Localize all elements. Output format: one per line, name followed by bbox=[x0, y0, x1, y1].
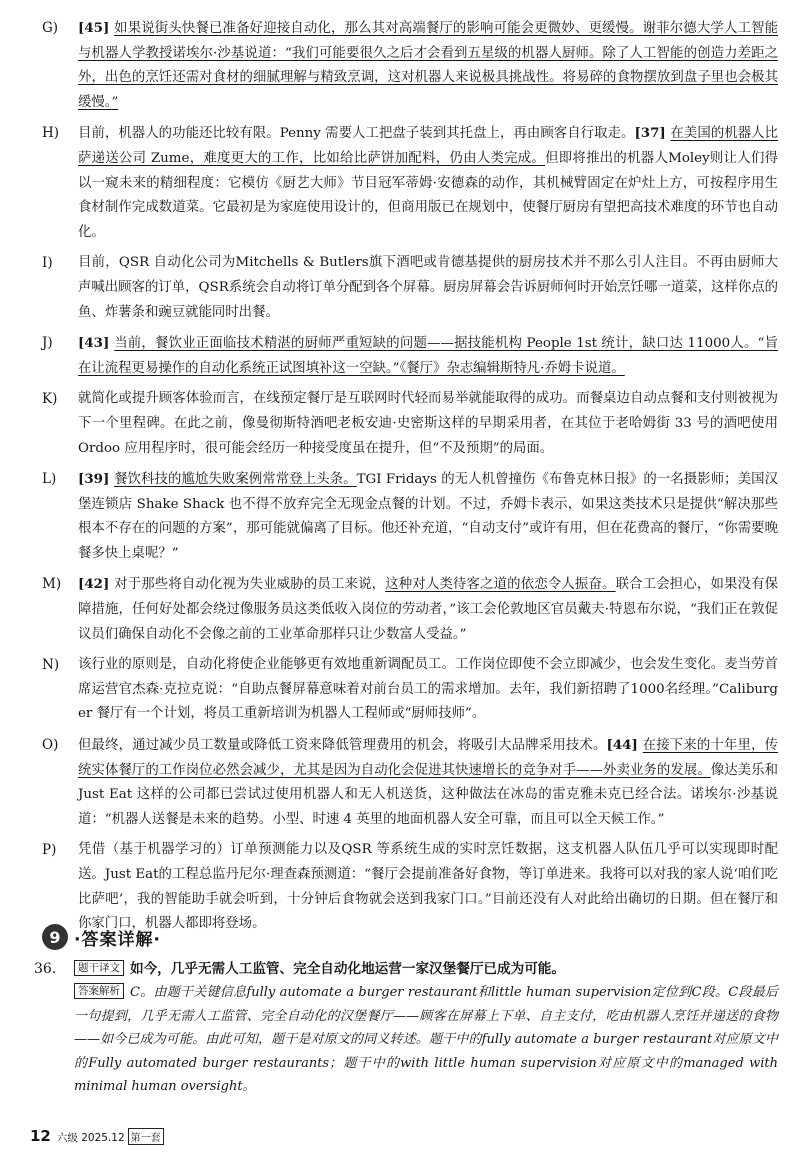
question-ref-marker: [45] bbox=[78, 20, 115, 36]
article-paragraphs bbox=[42, 16, 778, 943]
paragraph-segment: 但即将推出的机器人Moley则让人们得以一窥未来的精细程度：它模仿《厨艺大师》节目冠军蒂姆·安德森的动作，其机械臂固定在炉灶上方，可按程序用生食材制作完成数道菜。它最初是为家庭使用设计的，但商用版已在规划中，使餐厅厨房有望把高技术难度的环节也自动化。 bbox=[78, 150, 778, 240]
section-badge: 9 bbox=[42, 924, 68, 950]
paragraph-segment: 谢菲尔德大学人工智能与机器人学教授诺埃尔·沙基说道：“我们可能要很久之后才会看到五星级的机器人厨师。除了人工智能的创造力差距之外，出色的烹饪还需对食材的细腻理解与精致烹调，这对机器人来说极具挑战性。将易碎的食物摆放到盘子里也会极其缓慢。” bbox=[78, 21, 779, 110]
analysis-tag: 答案解析 bbox=[74, 983, 124, 999]
question-36-title-line bbox=[34, 957, 778, 981]
paragraph-label: N) bbox=[42, 657, 60, 674]
paragraph bbox=[42, 251, 778, 325]
paragraph-text bbox=[78, 733, 778, 832]
paragraph-text bbox=[78, 838, 778, 936]
paragraph bbox=[42, 387, 778, 461]
paragraph bbox=[42, 121, 778, 245]
paragraph-text bbox=[78, 251, 778, 325]
paragraph-label: P) bbox=[42, 842, 57, 859]
answers-section-header bbox=[42, 924, 161, 950]
footer-set-label: 第一套 bbox=[128, 1128, 164, 1145]
question-36 bbox=[34, 957, 778, 1099]
paragraph-label: K) bbox=[42, 391, 58, 408]
question-ref-marker: [37] bbox=[634, 125, 671, 142]
paragraph-segment: 联合工会担心，如果没有保障措施，任何好处都会绕过像服务员这类低收入岗位的劳动者，”该工会伦敦地区官员戴夫·特恩布尔说，“我们正在敦促议员们确保自动化不会像之前的工业革命那样只让少数富人受益。” bbox=[78, 577, 779, 642]
paragraph-segment: 对于那些将自动化视为失业威胁的员工来说， bbox=[114, 577, 386, 593]
page-number: 12 bbox=[30, 1127, 51, 1145]
paragraph-text bbox=[78, 572, 778, 647]
paragraph-segment: 在接下来的十年里，传统实体餐厅的工作岗位必然会减少，尤其是因为自动化会促进其快速增长的竞争对手——外卖业务的发展。 bbox=[78, 738, 779, 778]
paragraph-segment: 餐饮科技的尴尬失败案例常常登上头条。 bbox=[114, 472, 357, 488]
paragraph-text bbox=[78, 331, 778, 381]
paragraph-segment: 在美国的机器人比萨递送公司 Zume，难度更大的工作，比如给比萨饼加配料，仍由人类完成。 bbox=[78, 126, 779, 166]
question-ref-marker: [39] bbox=[78, 471, 115, 488]
paragraph bbox=[42, 331, 778, 381]
paragraph-label: H) bbox=[42, 125, 60, 142]
paragraph-label: M) bbox=[42, 576, 62, 593]
paragraph-segment: 就简化或提升顾客体验而言，在线预定餐厅是互联网时代轻而易举就能取得的成功。而餐桌边自动点餐和支付则被视为下一个里程碑。在此之前，像曼彻斯特酒吧老板安迪·史密斯这样的早期采用者，在其位于老哈姆街 33 号的酒吧使用 Ordoo 应用程序时，很可能会经历一种接受度虽在提升，但“不及预期”的局面。 bbox=[78, 391, 778, 456]
question-ref-marker: [44] bbox=[606, 737, 643, 754]
paragraph-segment: 如果说街头快餐已准备好迎接自动化，那么其对高端餐厅的影响可能会更微妙、更缓慢。 bbox=[114, 21, 643, 36]
footer-info: 六级 2025.12 bbox=[56, 1132, 125, 1144]
question-ref-marker: [43] bbox=[78, 335, 115, 352]
paragraph-text bbox=[78, 467, 778, 566]
paragraph-segment: 凭借（基于机器学习的）订单预测能力以及QSR 等系统生成的实时烹饪数据，这支机器人队伍几乎可以实现即时配送。Just Eat的工程总监丹尼尔·理查森预测道：“餐厅会提前准备好食物，等订单进来。我将可以对我的家人说‘咱们吃比萨吧’，我的智能助手就会听到，十分钟后食物就会送到我家门口。”目前还没有人对此给出确切的日期。但在餐厅和你家门口，机器人都即将登场。 bbox=[78, 842, 778, 932]
paragraph-label: G) bbox=[42, 20, 59, 36]
question-36-explanation-block bbox=[74, 981, 778, 1099]
question-36-title: 如今，几乎无需人工监管、完全自动化地运营一家汉堡餐厅已成为可能。 bbox=[130, 961, 565, 977]
paragraph-segment: TGI Fridays 的无人机曾撞伤《布鲁克林日报》的一名摄影师；美国汉堡连锁店 Shake Shack 也不得不放弃完全无现金点餐的计划。不过，乔姆卡表示，如果这类技术只是提供“解决那些根本不存在的问题的方案”，那可能就偏离了目标。他还补充道，“自动支付”或许有用，但在花费高的餐厅，“你需要晚餐多快上桌呢？” bbox=[78, 472, 778, 561]
question-36-explanation: C。由题干关键信息fully automate a burger restaurant和little human supervision定位到C段。C段最后一句提到，几乎无需人工监管、完全自动化的汉堡餐厅——顾客在屏幕上下单、自主支付，吃由机器人烹饪并递送的食物——如今已成为可能。由此可知，题干是对原文的同义转述。题干中的fully automate a burger restaurant对应原文中的Fully automated burger restaurants；题干中的with little human supervision对应原文中的managed with minimal human oversight。 bbox=[74, 985, 778, 1095]
paragraph-label: L) bbox=[42, 471, 57, 488]
paragraph-text bbox=[78, 653, 778, 727]
translation-tag: 题干译文 bbox=[74, 960, 124, 976]
paragraph-segment: 像达美乐和 Just Eat 这样的公司都已尝试过使用机器人和无人机送货，这种做法在冰岛的雷克雅未克已经合法。诺埃尔·沙基说道：“机器人送餐是未来的趋势。小型、时速 4 英里的地面机器人安全可靠，而且可以全天候工作。” bbox=[78, 762, 778, 827]
paragraph bbox=[42, 572, 778, 647]
question-number: 36. bbox=[34, 961, 57, 977]
paragraph-text bbox=[78, 387, 778, 461]
paragraph bbox=[42, 467, 778, 566]
paragraph bbox=[42, 16, 778, 115]
paragraph bbox=[42, 653, 778, 727]
section-title: ·答案详解· bbox=[74, 929, 161, 950]
paragraph-segment: 该行业的原则是，自动化将使企业能够更有效地重新调配员工。工作岗位即使不会立即减少，也会发生变化。麦当劳首席运营官杰森·克拉克说：“自助点餐屏幕意味着对前台员工的需求增加。去年，我们新招聘了1000名经理。”Caliburger 餐厅有一个计划，将员工重新培训为机器人工程师或“厨师技师”。 bbox=[78, 657, 778, 722]
paragraph-segment: 目前，QSR 自动化公司为Mitchells & Butlers旗下酒吧或肯德基提供的厨房技术并不那么引人注目。不再由厨师大声喊出顾客的订单，QSR系统会自动将订单分配到各个屏幕。厨房屏幕会告诉厨师何时开始烹饪哪一道菜，这样你点的鱼、炸薯条和豌豆就能同时出餐。 bbox=[78, 255, 778, 320]
paragraph-segment: 当前，餐饮业正面临技术精湛的厨师严重短缺的问题——据技能机构 People 1st 统计，缺口达 11000人。“旨在让流程更易操作的自动化系统正试图填补这一空缺。” bbox=[78, 336, 778, 376]
paragraph-segment: 目前，机器人的功能还比较有限。Penny 需要人工把盘子装到其托盘上，再由顾客自行取走。 bbox=[78, 126, 635, 142]
paragraph-label: I) bbox=[42, 255, 53, 272]
question-ref-marker: [42] bbox=[78, 576, 115, 593]
paragraph-label: J) bbox=[42, 335, 53, 352]
paragraph-segment: 这种对人类待客之道的依恋令人振奋。 bbox=[385, 577, 616, 593]
paragraph-text bbox=[78, 121, 778, 245]
paragraph-label: O) bbox=[42, 737, 59, 754]
paragraph bbox=[42, 733, 778, 832]
paragraph-segment: 但最终，通过减少员工数量或降低工资来降低管理费用的机会，将吸引大品牌采用技术。 bbox=[78, 738, 607, 754]
paragraph-segment: 《餐厅》杂志编辑斯特凡·乔姆卡说道。 bbox=[399, 360, 625, 376]
paragraph bbox=[42, 838, 778, 936]
page-footer bbox=[30, 1127, 164, 1145]
paragraph-text bbox=[78, 16, 778, 115]
